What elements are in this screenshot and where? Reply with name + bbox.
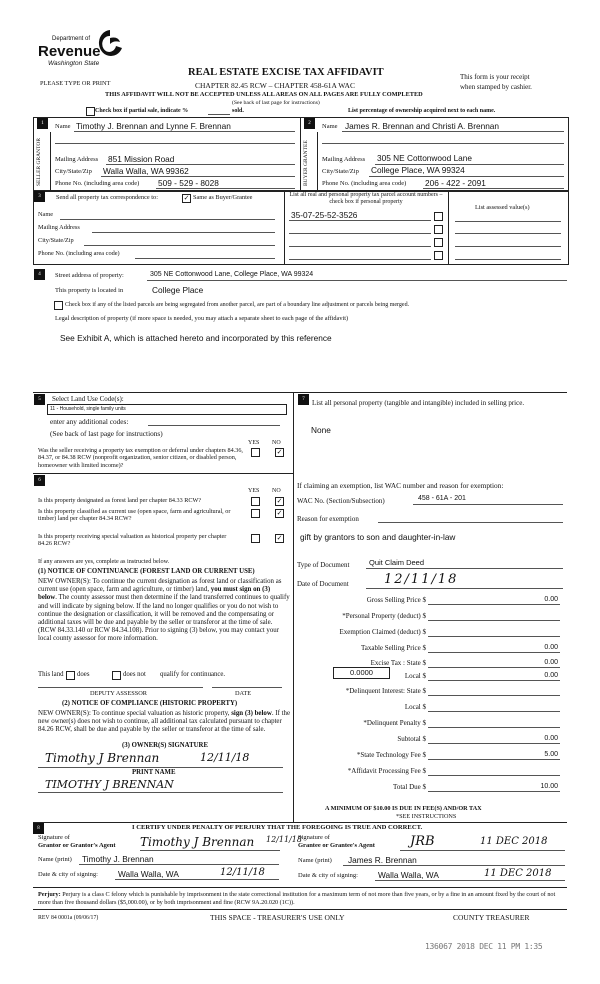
seller-city-label: City/State/Zip: [55, 168, 92, 175]
tax-row-label: Taxable Selling Price $: [360, 644, 426, 652]
tax-row-label: *Delinquent Interest: State $: [345, 687, 426, 695]
located-label: This property is located in: [55, 287, 124, 294]
seller-phone-field[interactable]: 509 - 529 - 8028: [158, 178, 219, 188]
grantor-sig-label-2: Grantor or Grantor's Agent: [38, 842, 116, 849]
tax-row-line: [428, 620, 560, 621]
ownership-note: List percentage of ownership acquired next to each name.: [348, 108, 496, 114]
notice1-title: (1) NOTICE OF CONTINUANCE (FOREST LAND OR CURRENT USE): [38, 568, 255, 575]
buyer-side-label: BUYER GRANTEE: [303, 140, 309, 186]
parcel-header: List all real and personal property tax parcel account numbers – check box if personal property: [289, 192, 443, 205]
located-in-field[interactable]: College Place: [152, 285, 204, 295]
seller-name-label: Name: [55, 123, 71, 130]
line: [101, 176, 295, 177]
parties-divider: [300, 117, 301, 191]
doc-type-label: Type of Document: [297, 561, 350, 569]
line: [342, 131, 564, 132]
section-6-badge: 6: [34, 475, 45, 486]
tax-row-line: [428, 667, 560, 668]
historical-no[interactable]: ✓: [276, 534, 283, 542]
personal-property-checkbox[interactable]: [434, 238, 443, 247]
line: [423, 188, 564, 189]
buyer-city-field[interactable]: College Place, WA 99324: [371, 165, 465, 175]
land-use-see-back: (See back of last page for instructions): [50, 429, 163, 438]
buyer-phone-label: Phone No. (including area code): [322, 180, 407, 187]
street-address-field[interactable]: 305 NE Cottonwood Lane, College Place, WA 99324: [150, 271, 314, 278]
same-as-buyer-label: Same as Buyer/Grantee: [193, 194, 253, 201]
assessed-value-field[interactable]: [455, 259, 561, 260]
line: [55, 143, 295, 144]
logo-line3: Washington State: [48, 60, 100, 67]
seller-phone-label: Phone No. (including area code): [55, 180, 140, 187]
line: [366, 568, 563, 569]
current-use-yes[interactable]: [251, 509, 260, 518]
notice1-pre: NEW OWNER(S): To continue the current designation as forest land or classification as current use (open space, farm and agriculture, or timber) land,: [38, 578, 282, 594]
historical-question: Is this property receiving special valuation as historical property per chapter 84.26 RCW?: [38, 533, 227, 548]
does-not-label: does not: [123, 671, 146, 678]
reason-label: Reason for exemption: [297, 515, 359, 523]
tax-row-line: [428, 652, 560, 653]
grantee-sig-label-1: Signature of: [298, 834, 330, 841]
notice2-title: (2) NOTICE OF COMPLIANCE (HISTORIC PROPERTY): [62, 700, 238, 707]
please-type: PLEASE TYPE OR PRINT: [40, 80, 111, 87]
column-divider: [293, 392, 294, 822]
buyer-name-field[interactable]: James R. Brennan and Christi A. Brennan: [345, 121, 500, 131]
legal-description-field[interactable]: See Exhibit A, which is attached hereto and incorporated by this reference: [60, 333, 332, 343]
tax-row-value[interactable]: 5.00: [544, 751, 558, 758]
tax-row-value[interactable]: 10.00: [540, 783, 558, 790]
buyer-phone-field[interactable]: 206 - 422 - 2091: [425, 178, 486, 188]
exemption-label: If claiming an exemption, list WAC number and reason for exemption:: [297, 481, 504, 490]
doc-date-label: Date of Document: [297, 580, 349, 588]
segregated-checkbox[interactable]: [54, 301, 63, 310]
buyer-name-label: Name: [322, 123, 338, 130]
perjury-notice: [38, 891, 566, 907]
tax-row-label: Exemption Claimed (deduct) $: [339, 628, 426, 636]
section-8-badge: 8: [33, 823, 44, 834]
owner-signature[interactable]: Timothy J Brennan: [45, 751, 160, 765]
line: [74, 131, 295, 132]
tax-row-line: [428, 695, 560, 696]
tax-row-line: [428, 636, 560, 637]
seller-mailing-field[interactable]: 851 Mission Road: [108, 154, 175, 164]
current-use-question: Is this property classified as current use (open space, farm and agricultural, or timber) land per chapter 84.34 RCW?: [38, 508, 231, 523]
forest-land-question: Is this property designated as forest land per chapter 84.33 RCW?: [38, 497, 202, 504]
perjury-bold: Perjury:: [38, 891, 61, 898]
line: [322, 143, 564, 144]
tax-row-value[interactable]: 0.00: [544, 596, 558, 603]
tax-row-label: Subtotal $: [397, 735, 426, 743]
corr-mailing-field[interactable]: [92, 232, 275, 233]
divider: [284, 190, 285, 264]
notice2-bold: sign (3) below: [231, 710, 272, 717]
seller-exemption-no[interactable]: ✓: [276, 448, 283, 456]
grantee-date-label: Date & city of signing:: [298, 872, 358, 879]
partial-percent-line[interactable]: [208, 114, 230, 115]
owner-signature-label: (3) OWNER(S) SIGNATURE: [122, 742, 208, 749]
notice1-post: . The county assessor must then determine if the land transferred continues to qualify and will indicate by signing below. If the land no longer qualifies or you do not wish to continue the designation or classification, it will be removed and the compensating or additional taxes will be due and payable by the seller or transferor at the time of sale. (RCW 84.33.140 or RCW 84.34.108). Prior to signing (3) below, you may contact your local county assessor for more information.: [38, 594, 290, 643]
county-treasurer: COUNTY TREASURER: [453, 913, 530, 922]
line: [289, 220, 431, 221]
yes-header: YES: [248, 440, 260, 446]
if-yes-note: If any answers are yes, complete as instructed below.: [38, 558, 170, 565]
personal-property-checkbox[interactable]: [434, 251, 443, 260]
divider: [448, 190, 449, 264]
tax-row-line: [428, 680, 560, 681]
tax-row-value[interactable]: 0.00: [544, 659, 558, 666]
deputy-assessor-label: DEPUTY ASSESSOR: [90, 690, 147, 697]
correspondence-label: Send all property tax correspondence to:: [56, 194, 158, 201]
section-1-badge: 1: [37, 118, 48, 129]
divider: [33, 392, 567, 393]
land-use-label: Select Land Use Code(s):: [52, 395, 124, 403]
tax-row-label: *State Technology Fee $: [356, 751, 426, 759]
tax-row-label: Local $: [404, 703, 426, 711]
additional-codes-label: enter any additional codes:: [50, 417, 129, 426]
same-as-buyer-checkbox[interactable]: ✓: [183, 194, 190, 202]
logo-swirl-icon: [96, 28, 124, 58]
perjury-text: Perjury is a class C felony which is punishable by imprisonment in the state correctional institution for a maximum term of not more than five years, or by a fine in an amount fixed by the court of not more than five thousand dollars ($5,000.00), or by both imprisonment and fine (RCW 9A.20.020 (1C)).: [38, 891, 556, 906]
seller-mailing-label: Mailing Address: [55, 156, 99, 163]
tax-row-value[interactable]: 0.00: [544, 672, 558, 679]
corr-city-label: City/State/Zip: [38, 237, 74, 244]
parcel-number-field[interactable]: [289, 233, 431, 234]
corr-name-field[interactable]: [60, 219, 275, 220]
partial-sale-checkbox[interactable]: [86, 107, 95, 116]
grantee-signature-date: 11 DEC 2018: [480, 836, 548, 847]
historical-yes[interactable]: [251, 534, 260, 543]
divider: [33, 473, 293, 474]
certification-title: I CERTIFY UNDER PENALTY OF PERJURY THAT THE FOREGOING IS TRUE AND CORRECT.: [132, 824, 423, 831]
wac-label: WAC No. (Section/Subsection): [297, 497, 385, 505]
land-use-code-value: 11 - Household, single family units: [50, 406, 126, 412]
section-2-badge: 2: [304, 118, 315, 129]
tax-row-line: [428, 743, 560, 744]
wac-number-field[interactable]: 458 - 61A - 201: [418, 495, 466, 502]
parcel-number-field[interactable]: 35-07-25-52-3526: [291, 210, 358, 220]
grantee-sig-label-2: Grantee or Grantee's Agent: [298, 842, 375, 849]
this-land-label: This land: [38, 671, 64, 678]
tax-row-line: [428, 604, 560, 605]
tax-row-label: Gross Selling Price $: [366, 596, 426, 604]
grantee-signature[interactable]: JRB: [410, 834, 435, 849]
seller-exemption-question: Was the seller receiving a property tax exemption or deferral under chapters 84.36, 84.37, or 84.38 RCW (nonprofit organization, senior citizen, or disabled person, homeowner with limited income)?: [38, 447, 243, 469]
seller-city-field[interactable]: Walla Walla, WA 99362: [103, 166, 189, 176]
tax-row-label: Excise Tax : State $: [370, 659, 426, 667]
tax-row-label: *Delinquent Penalty $: [363, 719, 426, 727]
corr-city-field[interactable]: [84, 245, 275, 246]
document-date-field[interactable]: 12/11/18: [384, 572, 459, 587]
line: [38, 767, 283, 768]
form-title: REAL ESTATE EXCISE TAX AFFIDAVIT: [188, 67, 384, 78]
partial-sale-label: Check box if partial sale, indicate %: [95, 108, 189, 114]
receipt-note-1: This form is your receipt: [460, 73, 530, 81]
line: [378, 522, 563, 523]
tax-row-label: *Affidavit Processing Fee $: [347, 767, 426, 775]
line: [140, 850, 280, 851]
divider: [33, 822, 567, 823]
grantee-city-field[interactable]: Walla Walla, WA: [378, 870, 439, 880]
document-type-field[interactable]: Quit Claim Deed: [369, 558, 425, 567]
logo-line2: Revenue: [38, 43, 101, 60]
assessed-value-field[interactable]: [455, 246, 561, 247]
deputy-assessor-signature-line[interactable]: [38, 687, 203, 688]
notice2-post: . If the new owner(s) does not wish to continue, all additional tax calculated pursuant to chapter 84.26 RCW, shall be due and payable by the seller or transferor at the time of sale.: [38, 710, 291, 733]
receipt-note-2: when stamped by cashier.: [460, 83, 532, 91]
qualify-label: qualify for continuance.: [160, 671, 226, 678]
buyer-mailing-label: Mailing Address: [322, 156, 366, 163]
personal-property-checkbox[interactable]: [434, 225, 443, 234]
parcel-number-field[interactable]: [289, 246, 431, 247]
sold-label: sold.: [232, 108, 244, 114]
line: [156, 188, 295, 189]
corr-phone-field[interactable]: [135, 258, 275, 259]
line: [115, 879, 279, 880]
assessor-date-line[interactable]: [212, 687, 282, 688]
grantor-name-label: Name (print): [38, 856, 72, 863]
tax-row-label: Local $: [404, 672, 426, 680]
print-name-label: PRINT NAME: [132, 769, 176, 776]
form-number: REV 84 0001a (09/06/17): [38, 915, 99, 921]
tax-row-label: *Personal Property (deduct) $: [342, 612, 426, 620]
forest-land-yes[interactable]: [251, 497, 260, 506]
grantee-date-field[interactable]: 11 DEC 2018: [484, 868, 552, 879]
tax-row-line: [428, 727, 560, 728]
treasurer-space: THIS SPACE - TREASURER'S USE ONLY: [210, 913, 345, 922]
owner-signature-date: 12/11/18: [200, 751, 250, 764]
seller-name-field[interactable]: Timothy J. Brennan and Lynne F. Brennan: [76, 121, 231, 131]
personal-property-checkbox[interactable]: [434, 212, 443, 221]
land-use-select[interactable]: [47, 404, 287, 415]
local-rate-value: 0.0000: [350, 668, 373, 677]
forest-land-no[interactable]: ✓: [276, 497, 283, 505]
buyer-mailing-field[interactable]: 305 NE Cottonwood Lane: [377, 153, 473, 163]
recording-stamp: 136067 2018 DEC 11 PM 1:35: [425, 942, 543, 951]
grantor-date-label: Date & city of signing:: [38, 871, 98, 878]
line: [413, 504, 563, 505]
grantee-name-label: Name (print): [298, 857, 332, 864]
corr-name-label: Name: [38, 211, 54, 218]
warning: THIS AFFIDAVIT WILL NOT BE ACCEPTED UNLESS ALL AREAS ON ALL PAGES ARE FULLY COMPLETED: [105, 91, 423, 98]
no-header: NO: [272, 440, 281, 446]
grantor-signature-date: 12/11/18: [266, 835, 302, 844]
seller-exemption-yes[interactable]: [251, 448, 260, 457]
grantor-date-field[interactable]: 12/11/18: [220, 867, 265, 878]
line: [106, 164, 295, 165]
line: [79, 864, 279, 865]
assessed-value-field[interactable]: [455, 221, 561, 222]
current-use-no[interactable]: ✓: [276, 509, 283, 517]
notice1-text: [38, 578, 290, 644]
tax-row-value[interactable]: 0.00: [544, 735, 558, 742]
parcel-number-field[interactable]: [289, 259, 431, 260]
qualifies-does-checkbox[interactable]: [66, 671, 75, 680]
tax-row-line: [428, 791, 560, 792]
corr-mailing-label: Mailing Address: [38, 224, 80, 231]
grantee-name-field[interactable]: James R. Brennan: [348, 855, 417, 865]
section-5-badge: 5: [34, 394, 45, 405]
grantor-city-field[interactable]: Walla Walla, WA: [118, 869, 179, 879]
section-3-badge: 3: [34, 191, 45, 202]
line: [400, 850, 565, 851]
see-instructions: *SEE INSTRUCTIONS: [396, 813, 457, 820]
see-back: (See back of last page for instructions): [232, 100, 320, 106]
yes-header: YES: [248, 488, 260, 494]
line: [369, 176, 564, 177]
buyer-side-divider: [317, 132, 318, 190]
grantor-signature[interactable]: Timothy J Brennan: [140, 835, 255, 849]
grantor-name-field[interactable]: Timothy J. Brennan: [82, 854, 154, 864]
assessor-date-label: DATE: [235, 690, 252, 697]
assessed-header: List assessed value(s): [475, 204, 530, 211]
line: [147, 280, 567, 281]
seller-side-divider: [50, 132, 51, 190]
grantor-sig-label-1: Signature of: [38, 834, 70, 841]
line: [366, 588, 563, 589]
corr-phone-label: Phone No. (including area code): [38, 250, 120, 257]
minimum-note: A MINIMUM OF $10.00 IS DUE IN FEE(S) AND/OR TAX: [325, 805, 482, 812]
assessed-value-field[interactable]: [455, 233, 561, 234]
line: [343, 865, 565, 866]
chapter-ref: CHAPTER 82.45 RCW – CHAPTER 458-61A WAC: [195, 81, 355, 90]
personal-property-field[interactable]: None: [311, 425, 331, 435]
local-rate-box[interactable]: [333, 667, 390, 679]
section-7-badge: 7: [298, 394, 309, 405]
divider: [33, 909, 567, 910]
notice2-pre: NEW OWNER(S): To continue special valuation as historic property,: [38, 710, 232, 717]
tax-row-label: Total Due $: [393, 783, 426, 791]
tax-row-line: [428, 775, 560, 776]
tax-row-line: [428, 759, 560, 760]
notice1-bold: you must sign on (3) below: [38, 586, 271, 602]
does-label: does: [77, 671, 90, 678]
additional-codes-field[interactable]: [148, 425, 280, 426]
section-4-badge: 4: [34, 269, 45, 280]
exemption-reason-field[interactable]: gift by grantors to son and daughter-in-law: [300, 532, 456, 542]
qualifies-does-not-checkbox[interactable]: [112, 671, 121, 680]
logo-line1: Department of: [52, 36, 91, 42]
personal-property-label: List all personal property (tangible and intangible) included in selling price.: [312, 399, 525, 407]
street-label: Street address of property:: [55, 272, 124, 279]
seller-side-label: SELLER GRANTOR: [36, 137, 42, 186]
segregated-label: Check box if any of the listed parcels are being segregated from another parcel, are part of a boundary line adjustment or parcels being merged.: [65, 302, 410, 308]
no-header: NO: [272, 488, 281, 494]
divider: [33, 887, 567, 888]
notice2-text: [38, 710, 292, 733]
tax-row-line: [428, 711, 560, 712]
buyer-city-label: City/State/Zip: [322, 168, 359, 175]
line: [375, 880, 565, 881]
line: [38, 792, 283, 793]
tax-row-value[interactable]: 0.00: [544, 644, 558, 651]
owner-print-name[interactable]: TIMOTHY J BRENNAN: [45, 778, 174, 791]
legal-label: Legal description of property (if more space is needed, you may attach a separate sheet to each page of the affidavit): [55, 315, 349, 322]
